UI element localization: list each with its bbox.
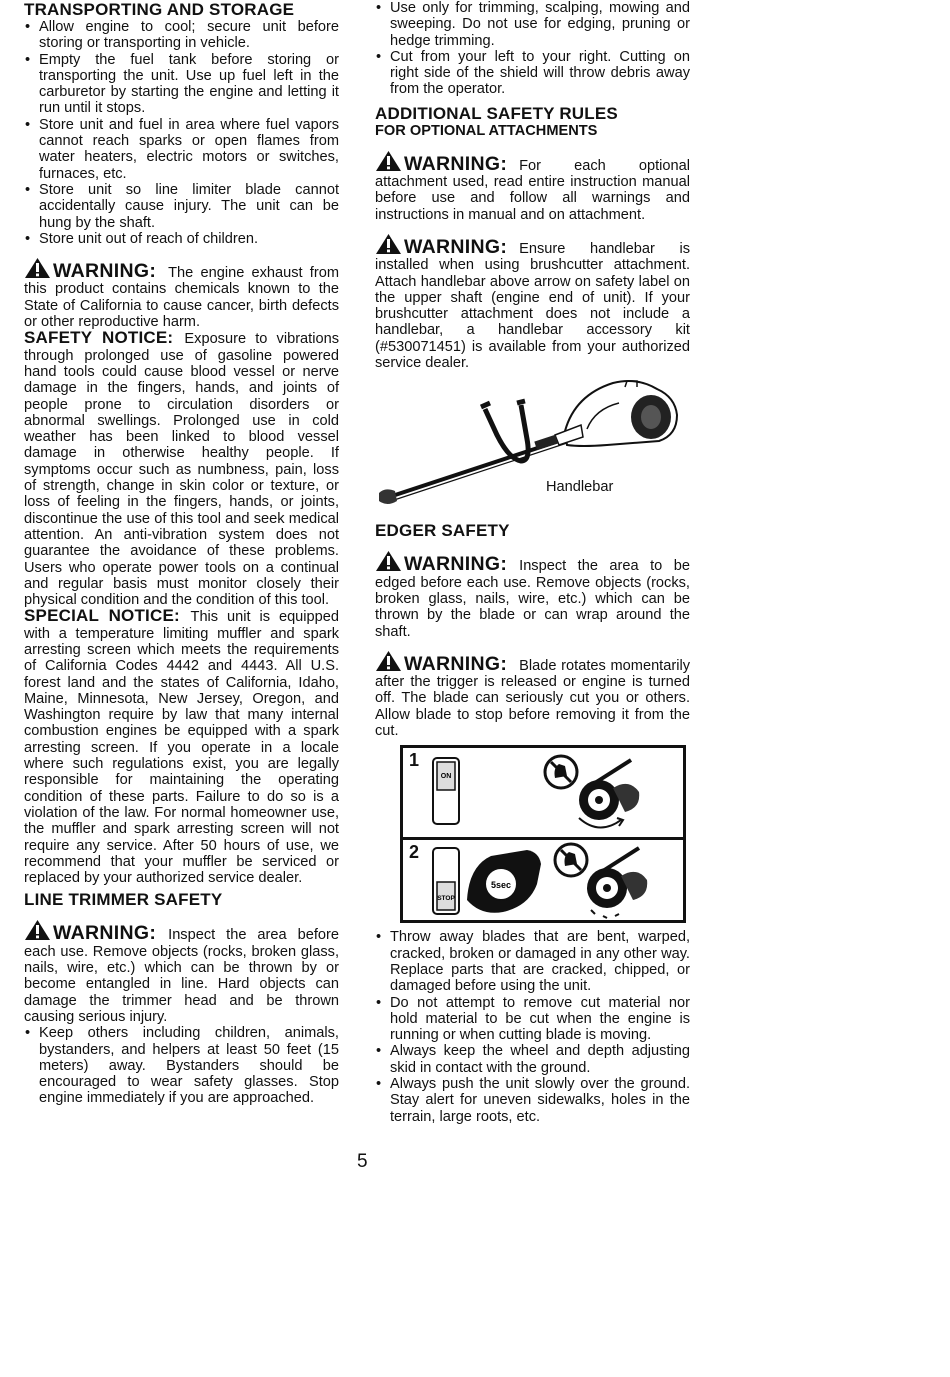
list-item: • Always keep the wheel and depth adjusting skid in contact with the ground. — [375, 1043, 690, 1076]
list-item: • Do not attempt to remove cut material nor hold material to be cut when the engine is running or when cutting blade is moving. — [375, 995, 690, 1044]
line-trimmer-warning — [24, 919, 339, 1025]
exhaust-warning-text: The engine exhaust from this product contains chemicals known to the State of California to cause cancer, birth defects or other reproductive harm. — [24, 265, 339, 331]
attachment-warning-text: For each optional attachment used, read entire instruction manual before use and follow all warnings and instructions in manual and on attachment. — [375, 157, 690, 223]
switch-on-label: ON — [440, 773, 452, 781]
list-item: • Throw away blades that are bent, warped, cracked, broken or damaged in any other way. Replace parts that are cracked, chipped, or damaged before using the unit. — [375, 929, 690, 994]
special-notice-label: SPECIAL NOTICE: — [24, 606, 180, 626]
safety-notice-text: Exposure to vibrations through prolonged use of gasoline powered hand tools could cause blood vessel or nerve damage in the fingers, hands, and joints of people prone to circulation disorders or abnormal swellings. Prolonged use in cold weather has been linked to blood vessel damage in otherwise healthy people. If symptoms occur such as numbness, pain, loss of strength, change in skin color or texture, or loss of feeling in the fingers, hands, or joints, discontinue the use of this tool and seek medical attention. An anti-vibration system does not guarantee the avoidance of these problems. Users who operate power tools on a continual and regular basis must monitor closely their physical condition and the condition of this tool. — [24, 331, 339, 609]
warning-label: WARNING: — [404, 553, 508, 576]
transport-heading: TRANSPORTING AND STORAGE — [24, 0, 295, 19]
switch-stop-label: STOP — [437, 895, 455, 903]
switch-on-blade-spinning-illustration — [403, 748, 683, 834]
warning-label: WARNING: — [404, 152, 508, 175]
special-notice-text: This unit is equipped with a temperature limiting muffler and spark arresting screen which meets the requirements of California Codes 4442 and 4443. All U.S. forest land and the states of California, Idaho, Maine, Minnesota, New Jersey, Oregon, and Washington require by law that many internal combustion engines be equipped with a spark arresting screen. If you operate in a locale where such regulations exist, you are legally responsible for maintaining the operating condition of these parts. Failure to do so is a violation of the law. For normal homeowner use, the muffler and spark arresting screen will not require any service. After 50 hours of use, we recommend that your muffler be serviced or replaced by your authorized service dealer. — [24, 609, 340, 887]
list-item: • Keep others including children, animals, bystanders, and helpers at least 50 feet (15 meters) away. Bystanders should be encouraged to wear safety glasses. Stop engine immediately if you are approached. — [24, 1025, 339, 1106]
edger-list — [375, 929, 690, 1125]
warning-triangle-icon — [24, 919, 51, 941]
warning-label: WARNING: — [404, 652, 508, 675]
warning-triangle-icon — [375, 550, 402, 572]
trimmer-use-list — [375, 0, 690, 98]
list-item: • Cut from your left to your right. Cutting on right side of the shield will throw debris away from the operator. — [375, 49, 690, 98]
edger-warning-inspect — [375, 550, 690, 639]
left-column — [24, 0, 339, 1107]
right-column — [375, 0, 690, 1125]
timer-label: 5sec — [490, 880, 512, 891]
step-number: 2 — [409, 842, 420, 863]
additional-safety-heading: ADDITIONAL SAFETY RULES — [375, 103, 618, 123]
list-item: • Store unit and fuel in area where fuel vapors cannot reach sparks or open flames from water heaters, electric motors or switches, furnaces, etc. — [24, 117, 339, 182]
step-number: 1 — [409, 750, 420, 771]
list-item: • Store unit so line limiter blade cannot accidentally cause injury. The unit can be hung by the shaft. — [24, 182, 339, 231]
handlebar-illustration — [375, 375, 690, 515]
list-item: • Allow engine to cool; secure unit before storing or transporting in vehicle. — [24, 19, 339, 52]
safety-notice-label: SAFETY NOTICE: — [24, 328, 174, 348]
page-number: 5 — [357, 1151, 368, 1172]
exhaust-warning — [24, 257, 339, 330]
edger-warning-inspect-text: Inspect the area to be edged before each use. Remove objects (rocks, broken glass, nails, wire, etc.) which can be thrown by the blade or can wrap around the shaft. — [375, 558, 690, 640]
panel-step-1 — [403, 748, 683, 834]
list-item: • Use only for trimming, scalping, mowing and sweeping. Do not use for edging, pruning or hedge trimming. — [375, 0, 690, 49]
edger-warning-blade — [375, 650, 690, 739]
attachment-warning — [375, 150, 690, 223]
line-trimmer-warning-text: Inspect the area before each use. Remove objects (rocks, broken glass, nails, wire, etc.) which can be thrown by or become entangled in line. Hard objects can damage the trimmer head and be thrown causing serious injury. — [24, 927, 339, 1025]
warning-triangle-icon — [375, 650, 402, 672]
switch-stop-wait-illustration — [403, 840, 683, 926]
warning-label: WARNING: — [404, 235, 508, 258]
handlebar-warning — [375, 233, 690, 371]
transport-list — [24, 19, 339, 247]
list-item: • Always push the unit slowly over the ground. Stay alert for uneven sidewalks, holes in the terrain, large roots, etc. — [375, 1076, 690, 1125]
edger-warning-blade-text: Blade rotates momentarily after the trigger is released or engine is turned off. The blade can seriously cut you or others. Allow blade to stop before removing it from the cut. — [375, 657, 690, 740]
warning-triangle-icon — [375, 150, 402, 172]
warning-triangle-icon — [24, 257, 51, 279]
line-trimmer-list — [24, 1025, 339, 1106]
special-notice — [24, 608, 339, 886]
trimmer-with-handlebar-illustration — [375, 375, 690, 515]
blade-stop-safety-panel — [400, 745, 686, 923]
list-item: • Empty the fuel tank before storing or transporting the unit. Use up fuel left in the carburetor by starting the engine and letting it run until it stops. — [24, 52, 339, 117]
edger-safety-heading: EDGER SAFETY — [375, 521, 510, 541]
handlebar-warning-text: Ensure handlebar is installed when using brushcutter attachment. Attach handlebar above arrow on safety label on the upper shaft (engine end of unit). If your brushcutter attachment does not include a handlebar, a handlebar accessory kit (#530071451) is available from your authorized service dealer. — [375, 240, 690, 372]
line-trimmer-heading: LINE TRIMMER SAFETY — [24, 890, 223, 910]
handlebar-callout-label: Handlebar — [546, 479, 614, 496]
additional-safety-subheading: FOR OPTIONAL ATTACHMENTS — [375, 122, 598, 139]
safety-notice — [24, 330, 339, 608]
warning-triangle-icon — [375, 233, 402, 255]
panel-step-2 — [403, 837, 683, 926]
warning-label: WARNING: — [53, 260, 157, 283]
list-item: • Store unit out of reach of children. — [24, 231, 339, 247]
warning-label: WARNING: — [53, 922, 157, 945]
